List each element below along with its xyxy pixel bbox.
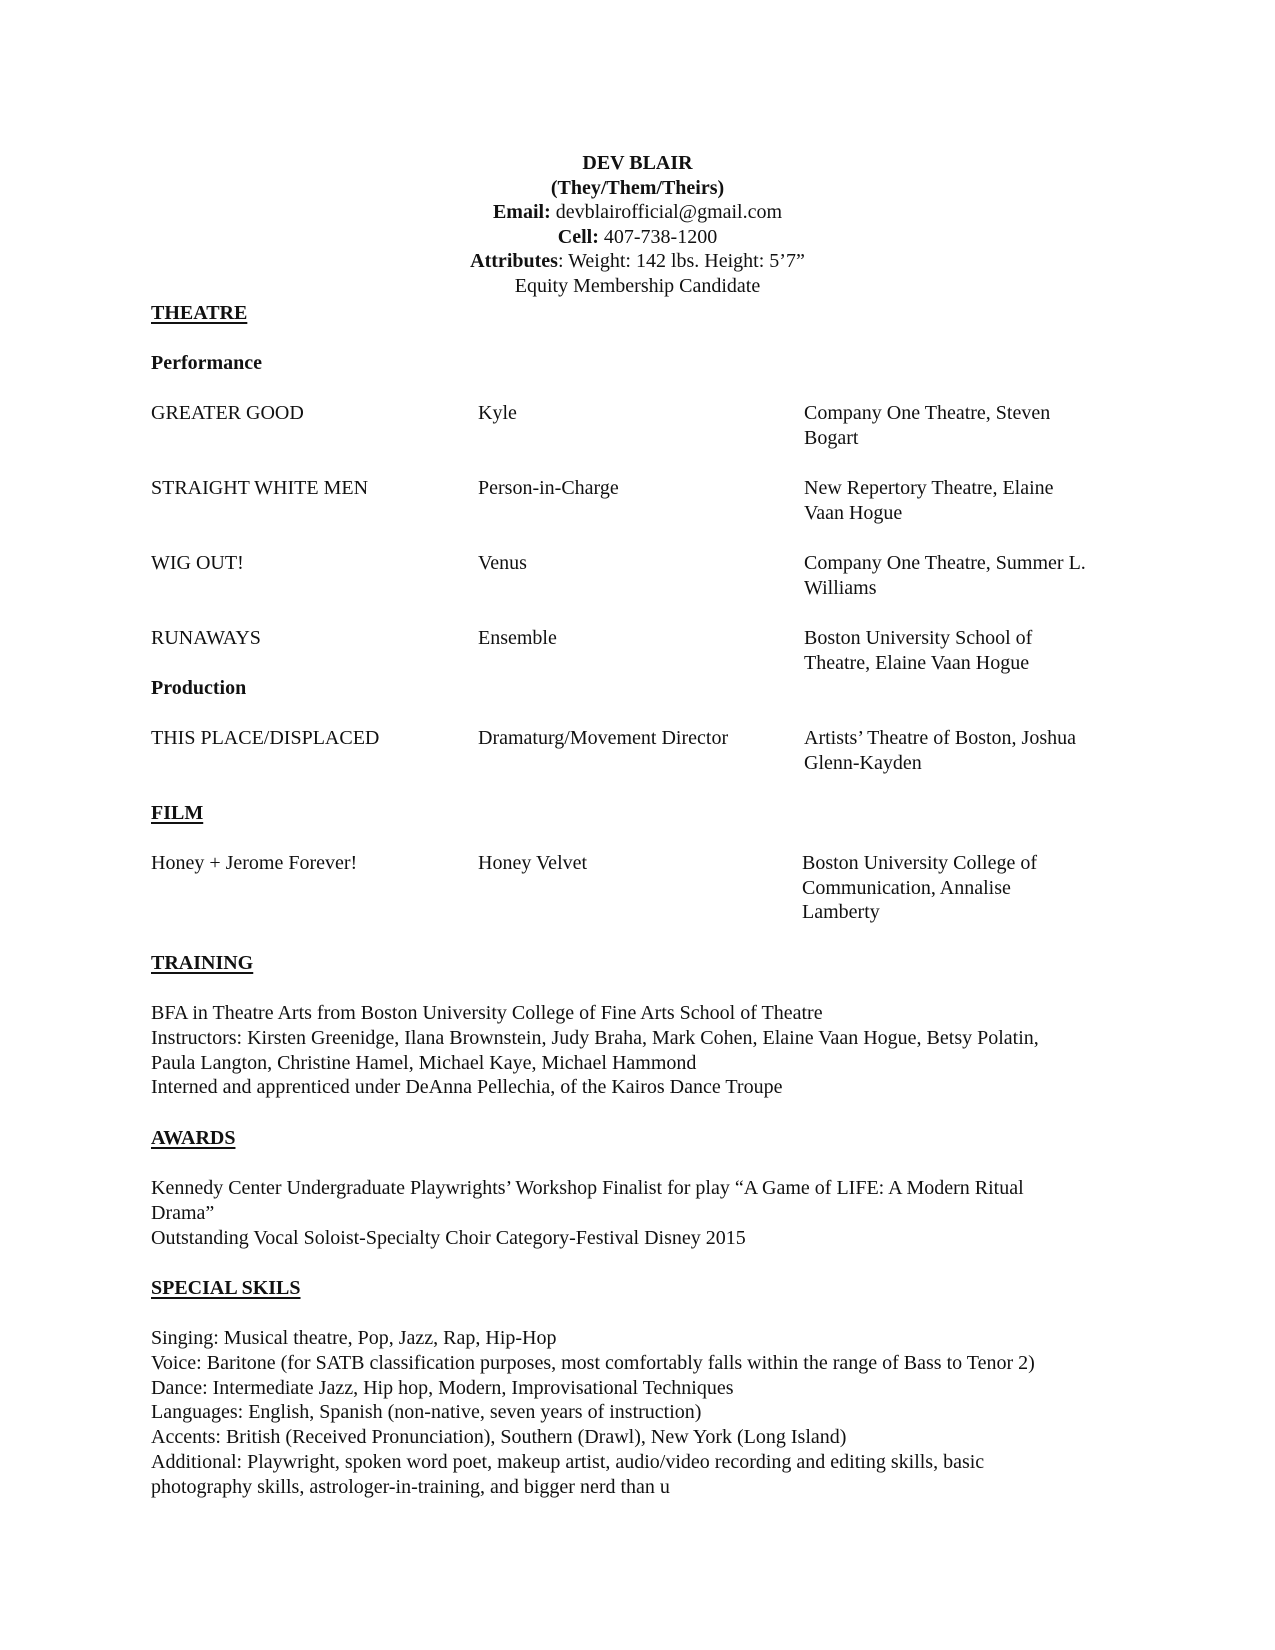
training-body [151,1001,1101,1100]
performance-subheading: Performance [151,352,263,374]
venue-line: Theatre, Elaine Vaan Hogue [804,651,1030,674]
award-line: Kennedy Center Undergraduate Playwrights’ Workshop Finalist for play “A Game of LIFE: A Modern Ritual [151,1177,1024,1199]
training-line: Paula Langton, Christine Hamel, Michael Kaye, Michael Hammond [151,1051,697,1074]
skills-body [151,1326,1101,1500]
awards-body [151,1176,1101,1250]
venue-line: Company One Theatre, Steven [804,402,1051,424]
production-subheading: Production [151,677,247,699]
venue-line: Boston University College of [802,852,1037,874]
email-line [0,200,1275,225]
equity-status: Equity Membership Candidate [514,274,761,297]
venue-line: New Repertory Theatre, Elaine [804,477,1054,499]
venue-line: Company One Theatre, Summer L. [804,552,1086,574]
venue-line: Lamberty [802,901,880,923]
resume-header [0,151,1275,298]
theatre-heading: THEATRE [151,302,248,324]
skill-line: photography skills, astrologer-in-training, and bigger nerd than u [151,1475,670,1498]
credit-role: Ensemble [478,627,557,649]
venue-line: Artists’ Theatre of Boston, Joshua [804,727,1077,749]
venue-line: Communication, Annalise [802,876,1011,899]
email-label: Email: [492,201,551,223]
venue-line: Vaan Hogue [804,501,903,524]
credit-role: Kyle [478,402,517,424]
credit-venue [802,851,1122,925]
credit-venue [804,626,1124,675]
credit-role: Venus [478,552,527,574]
credit-role: Honey Velvet [478,852,588,874]
skills-heading: SPECIAL SKILS [151,1277,301,1299]
training-heading: TRAINING [151,952,254,974]
training-line: Interned and apprenticed under DeAnna Pellechia, of the Kairos Dance Troupe [151,1076,783,1099]
venue-line: Boston University School of [804,627,1033,649]
skill-line: Dance: Intermediate Jazz, Hip hop, Modern, Improvisational Techniques [151,1376,734,1399]
venue-line: Bogart [804,426,859,449]
credit-title: RUNAWAYS [151,627,261,649]
skill-line: Singing: Musical theatre, Pop, Jazz, Rap, Hip-Hop [151,1327,557,1349]
award-line: Drama” [151,1201,215,1224]
attributes-line [0,249,1275,274]
email-value: devblairofficial@gmail.com [555,201,783,223]
training-line: Instructors: Kirsten Greenidge, Ilana Brownstein, Judy Braha, Mark Cohen, Elaine Vaan Hogue, Betsy Polatin, [151,1026,1039,1049]
skill-line: Voice: Baritone (for SATB classification purposes, most comfortably falls within the range of Bass to Tenor 2) [151,1351,1035,1374]
credit-venue [804,401,1124,450]
credit-title: GREATER GOOD [151,402,304,424]
cell-label: Cell: [557,225,599,248]
credit-role: Person-in-Charge [478,477,619,499]
cell-value: 407-738-1200 [603,225,718,248]
pronouns: (They/Them/Theirs) [550,176,725,199]
awards-heading: AWARDS [151,1127,236,1149]
credit-title: WIG OUT! [151,552,244,574]
attributes-value: : Weight: 142 lbs. Height: 5’7” [557,250,805,272]
venue-line: Glenn-Kayden [804,751,922,774]
credit-title: STRAIGHT WHITE MEN [151,477,369,499]
attributes-label: Attributes [470,250,558,272]
credit-role: Dramaturg/Movement Director [478,727,729,749]
applicant-name: DEV BLAIR [582,152,693,174]
credit-venue [804,551,1124,600]
credit-venue [804,476,1124,525]
credit-venue [804,726,1124,775]
venue-line: Williams [804,576,877,599]
skill-line: Languages: English, Spanish (non-native, seven years of instruction) [151,1401,702,1424]
training-line: BFA in Theatre Arts from Boston University College of Fine Arts School of Theatre [151,1002,823,1024]
skill-line: Additional: Playwright, spoken word poet, makeup artist, audio/video recording and editing skills, basic [151,1450,985,1473]
award-line: Outstanding Vocal Soloist-Specialty Choir Category-Festival Disney 2015 [151,1226,746,1249]
skill-line: Accents: British (Received Pronunciation), Southern (Drawl), New York (Long Island) [151,1426,847,1449]
credit-title: Honey + Jerome Forever! [151,852,358,874]
film-heading: FILM [151,802,204,824]
cell-line [0,225,1275,250]
credit-title: THIS PLACE/DISPLACED [151,727,380,749]
